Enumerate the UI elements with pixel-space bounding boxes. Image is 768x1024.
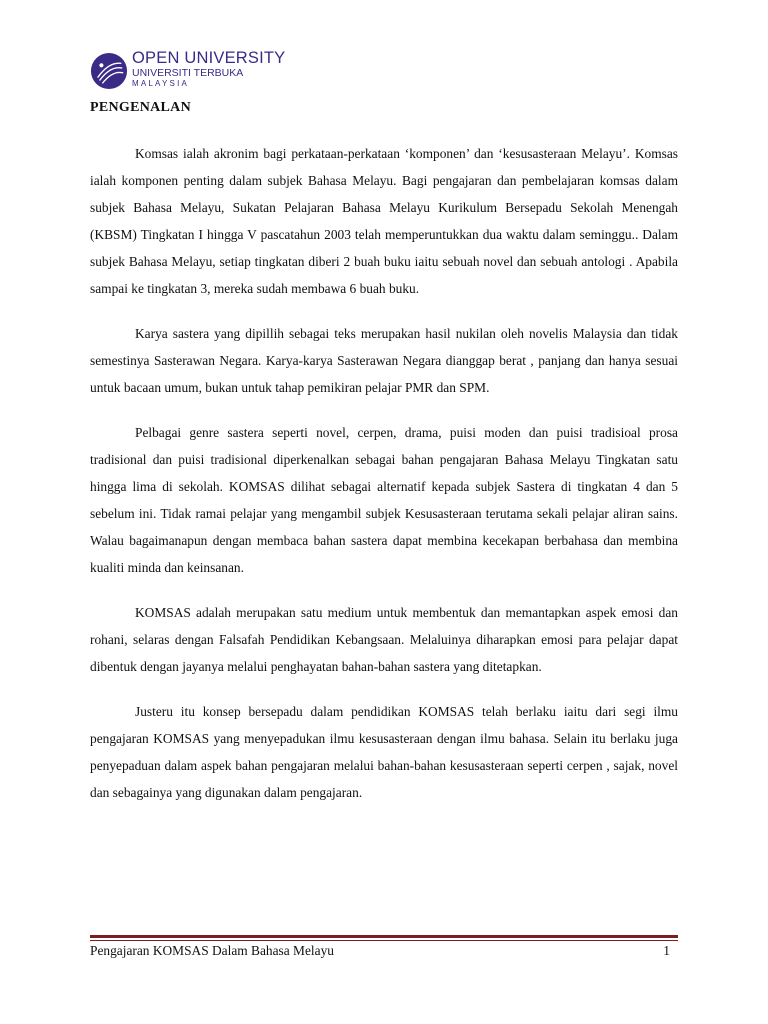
document-body — [90, 140, 678, 824]
paragraph: Justeru itu konsep bersepadu dalam pendidikan KOMSAS telah berlaku iaitu dari segi ilmu pengajaran KOMSAS yang menyepadukan ilmu kesusasteraan dengan ilmu bahasa. Selain itu berlaku juga penyepaduan dalam aspek bahan pengajaran melalui bahan-bahan kesusasteraan seperti cerpen , sajak, novel dan sebagainya yang digunakan dalam pengajaran. — [90, 704, 678, 800]
section-heading: PENGENALAN — [90, 100, 192, 115]
paragraph: Pelbagai genre sastera seperti novel, cerpen, drama, puisi moden dan puisi tradisioal prosa tradisional dan puisi tradisional diperkenalkan sebagai bahan pengajaran Bahasa Melayu Tingkatan satu hingga lima di sekolah. KOMSAS dilihat sebagai alternatif kepada subjek Sastera di tingkatan 4 dan 5 sebelum ini. Tidak ramai pelajar yang mengambil subjek Kesusasteraan terutama sekali pelajar aliran sains. Walau bagaimanapun dengan membaca bahan sastera dapat membina kecekapan berbahasa dan membina kualiti minda dan keinsanan. — [90, 425, 678, 575]
footer-title: Pengajaran KOMSAS Dalam Bahasa Melayu — [90, 943, 334, 958]
page-number: 1 — [663, 943, 670, 958]
logo-line-1: OPEN UNIVERSITY — [132, 49, 286, 67]
paragraph: Komsas ialah akronim bagi perkataan-perkataan ‘komponen’ dan ‘kesusasteraan Melayu’. Komsas ialah komponen penting dalam subjek Bahasa Melayu. Bagi pengajaran dan pembelajaran komsas dalam subjek Bahasa Melayu, Sukatan Pelajaran Bahasa Melayu Kurikulum Bersepadu Sekolah Menengah (KBSM) Tingkatan I hingga V pascatahun 2003 telah memperuntukkan dua waktu dalam seminggu.. Dalam subjek Bahasa Melayu, setiap tingkatan diberi 2 buah buku iaitu sebuah novel dan sebuah antologi . Apabila sampai ke tingkatan 3, mereka sudah membawa 6 buah buku. — [90, 146, 678, 296]
logo-line-2: UNIVERSITI TERBUKA — [132, 67, 244, 79]
university-logo — [90, 50, 290, 94]
logo-wordmark — [132, 50, 285, 89]
paragraph: Karya sastera yang dipillih sebagai teks merupakan hasil nukilan oleh novelis Malaysia dan tidak semestinya Sasterawan Negara. Karya-karya Sasterawan Negara dianggap berat , panjang dan hanya sesuai untuk bacaan umum, bukan untuk tahap pemikiran pelajar PMR dan SPM. — [90, 326, 678, 395]
logo-line-3: MALAYSIA — [132, 79, 190, 88]
paragraph: KOMSAS adalah merupakan satu medium untuk membentuk dan memantapkan aspek emosi dan rohani, selaras dengan Falsafah Pendidikan Kebangsaan. Melaluinya diharapkan emosi para pelajar dapat dibentuk dengan jayanya melalui penghayatan bahan-bahan sastera yang ditetapkan. — [90, 605, 678, 674]
footer-rule-thin — [90, 940, 678, 941]
open-university-emblem-icon — [90, 52, 128, 90]
footer-rule-thick — [90, 935, 678, 938]
